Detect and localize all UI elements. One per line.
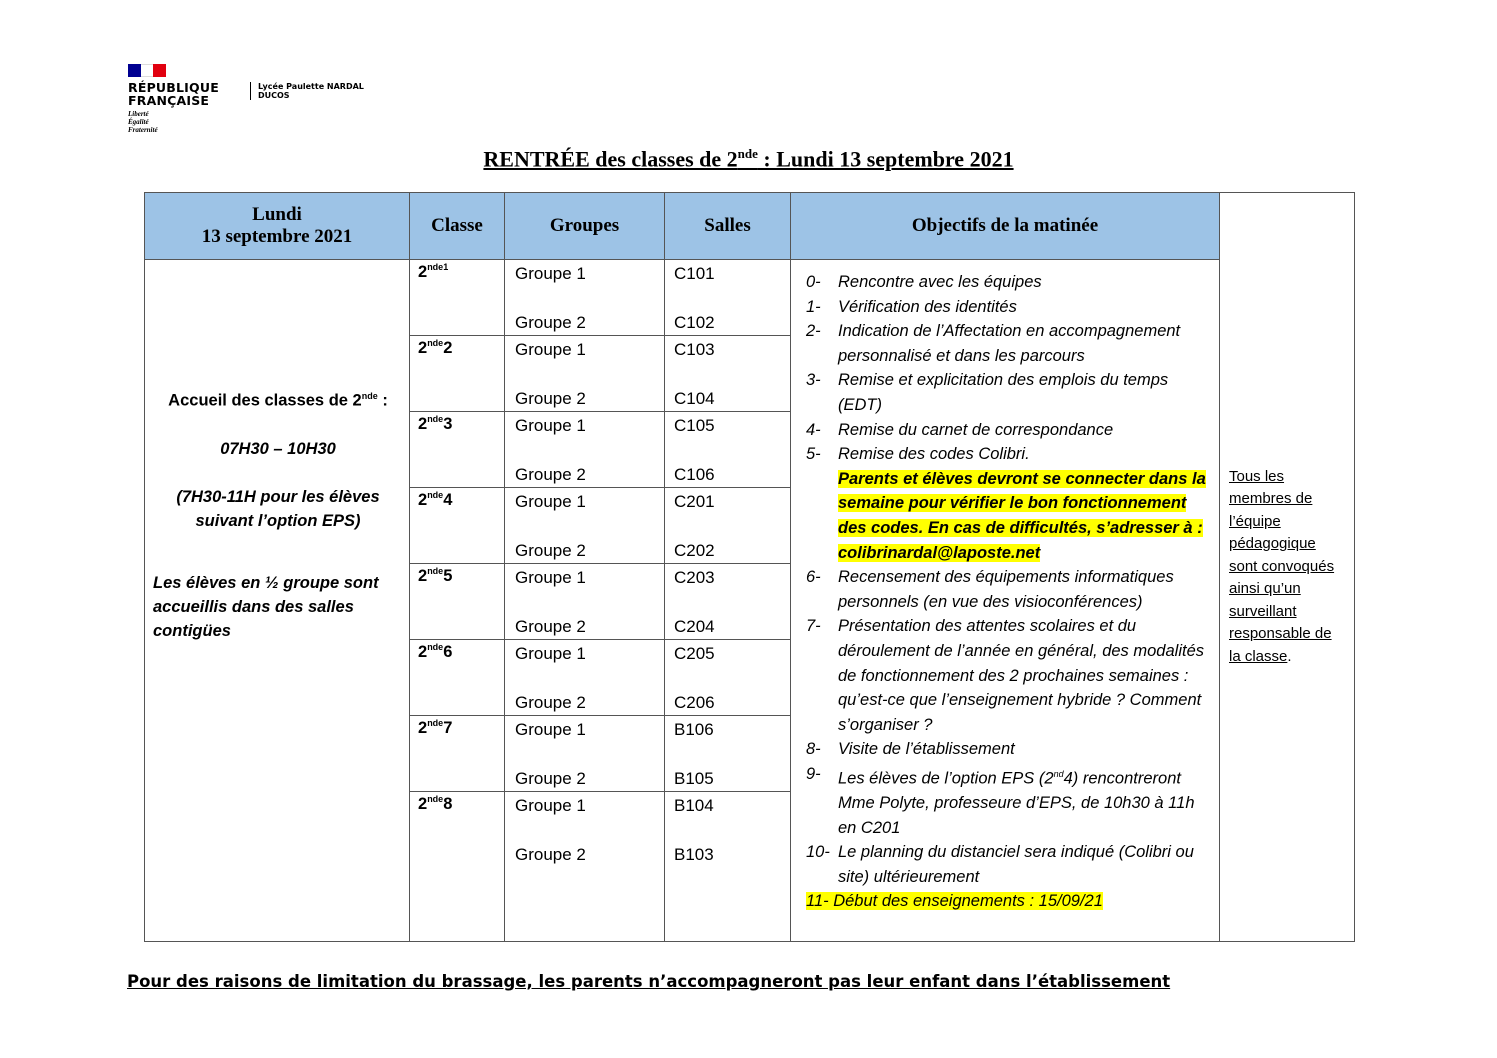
rooms-cell: C105 C106 — [665, 412, 791, 488]
class-cell: 2nde7 — [410, 716, 505, 792]
republique-text: RÉPUBLIQUE FRANÇAISE — [128, 80, 219, 108]
list-item: 10- Le planning du distanciel sera indiqué (Colibri ou site) ultérieurement — [806, 843, 1194, 886]
list-item: 7- Présentation des attentes scolaires et du déroulement de l’année en général, des modalités de fonctionnement des 2 prochaines semaines : qu’est-ce que l’enseignement hybride ? Comment s’organiser ? — [806, 617, 1204, 734]
groups-cell: Groupe 1 Groupe 2 — [505, 792, 665, 942]
rooms-cell: B106 B105 — [665, 716, 791, 792]
list-item: 3- Remise et explicitation des emplois du temps (EDT) — [806, 371, 1169, 414]
class-cell: 2nde2 — [410, 336, 505, 412]
list-item: 6- Recensement des équipements informatiques personnels (en vue des visioconférences) — [806, 568, 1174, 611]
groups-cell: Groupe 1 Groupe 2 — [505, 336, 665, 412]
school-name: Lycée Paulette NARDAL DUCOS — [250, 82, 364, 100]
objectives-list — [806, 270, 1213, 914]
header-day: Lundi 13 septembre 2021 — [145, 193, 410, 260]
footer-notice: Pour des raisons de limitation du brassage, les parents n’accompagneront pas leur enfant dans l’établissement — [127, 972, 1171, 991]
class-cell: 2nde3 — [410, 412, 505, 488]
groups-cell: Groupe 1 Groupe 2 — [505, 488, 665, 564]
groups-cell: Groupe 1 Groupe 2 — [505, 564, 665, 640]
start-date-highlight: 11- Début des enseignements : 15/09/21 — [806, 892, 1103, 911]
list-item: 8- Visite de l’établissement — [806, 740, 1015, 759]
class-cell: $2^{nde1}$ — [410, 260, 505, 336]
header-groupes: Groupes — [505, 193, 665, 260]
table-row — [145, 260, 1355, 336]
groups-cell: Groupe 1 Groupe 2 — [505, 640, 665, 716]
rooms-cell: C203 C204 — [665, 564, 791, 640]
list-item: 9- Les élèves de l’option EPS (2nd4) rencontreront Mme Polyte, professeure d’EPS, de 10h30 à 11h en C201 — [806, 764, 1195, 837]
groups-cell: Groupe 1 Groupe 2 — [505, 260, 665, 336]
rooms-cell: C101 C102 — [665, 260, 791, 336]
groups-cell: Groupe 1 Groupe 2 — [505, 716, 665, 792]
class-cell: 2nde4 — [410, 488, 505, 564]
rooms-cell: B104 B103 — [665, 792, 791, 942]
motto: Liberté Égalité Fraternité — [128, 110, 158, 134]
list-item: 1- Vérification des identités — [806, 297, 1017, 316]
rooms-cell: C103 C104 — [665, 336, 791, 412]
header-row — [145, 193, 1355, 260]
header-classe: Classe — [410, 193, 505, 260]
header-salles: Salles — [665, 193, 791, 260]
list-item: 2- Indication de l’Affectation en accompagnement personnalisé et dans les parcours — [806, 322, 1181, 365]
hours-text: 07H30 – 10H30 — [220, 439, 336, 458]
staff-link[interactable]: Tous les membres de l’équipe pédagogique sont convoqués ainsi qu’un surveillant responsable de la classe — [1229, 467, 1335, 665]
header-objectifs: Objectifs de la matinée — [791, 193, 1220, 260]
list-item — [806, 889, 1213, 914]
accueil-text: Accueil des classes de 2nde : — [168, 391, 388, 410]
page-title: RENTRÉE des classes de 2nde : Lundi 13 septembre 2021 — [483, 146, 1014, 172]
class-cell: 2nde5 — [410, 564, 505, 640]
half-group-note: Les élèves en ½ groupe sont accueillis dans des salles contigües — [153, 573, 379, 640]
class-cell: 2nde6 — [410, 640, 505, 716]
colibri-highlight: Parents et élèves devront se connecter dans la semaine pour vérifier le bon fonctionnement des codes. En cas de difficultés, s’adresser à : colibrinardal@laposte.net — [838, 469, 1206, 562]
rooms-cell: C201 C202 — [665, 488, 791, 564]
french-flag-icon — [128, 64, 166, 77]
accueil-cell — [145, 260, 410, 942]
class-cell: 2nde8 — [410, 792, 505, 942]
groups-cell: Groupe 1 Groupe 2 — [505, 412, 665, 488]
list-item: 5- Remise des codes Colibri. Parents et élèves devront se connecter dans la semaine pour vérifier le bon fonctionnement des codes. En cas de difficultés, s’adresser à : colibrinardal@laposte.net — [806, 445, 1206, 562]
staff-cell: Tous les membres de l’équipe pédagogique sont convoqués ainsi qu’un surveillant responsable de la classe. — [1220, 193, 1355, 942]
list-item: 0- Rencontre avec les équipes — [806, 273, 1042, 291]
schedule-table — [144, 192, 1355, 942]
list-item: 4- Remise du carnet de correspondance — [806, 420, 1114, 439]
objectives-cell — [791, 260, 1220, 942]
republique-francaise-logo — [128, 64, 219, 134]
eps-hours-text: (7H30-11H pour les élèves suivant l’option EPS) — [176, 487, 380, 530]
rooms-cell: C205 C206 — [665, 640, 791, 716]
